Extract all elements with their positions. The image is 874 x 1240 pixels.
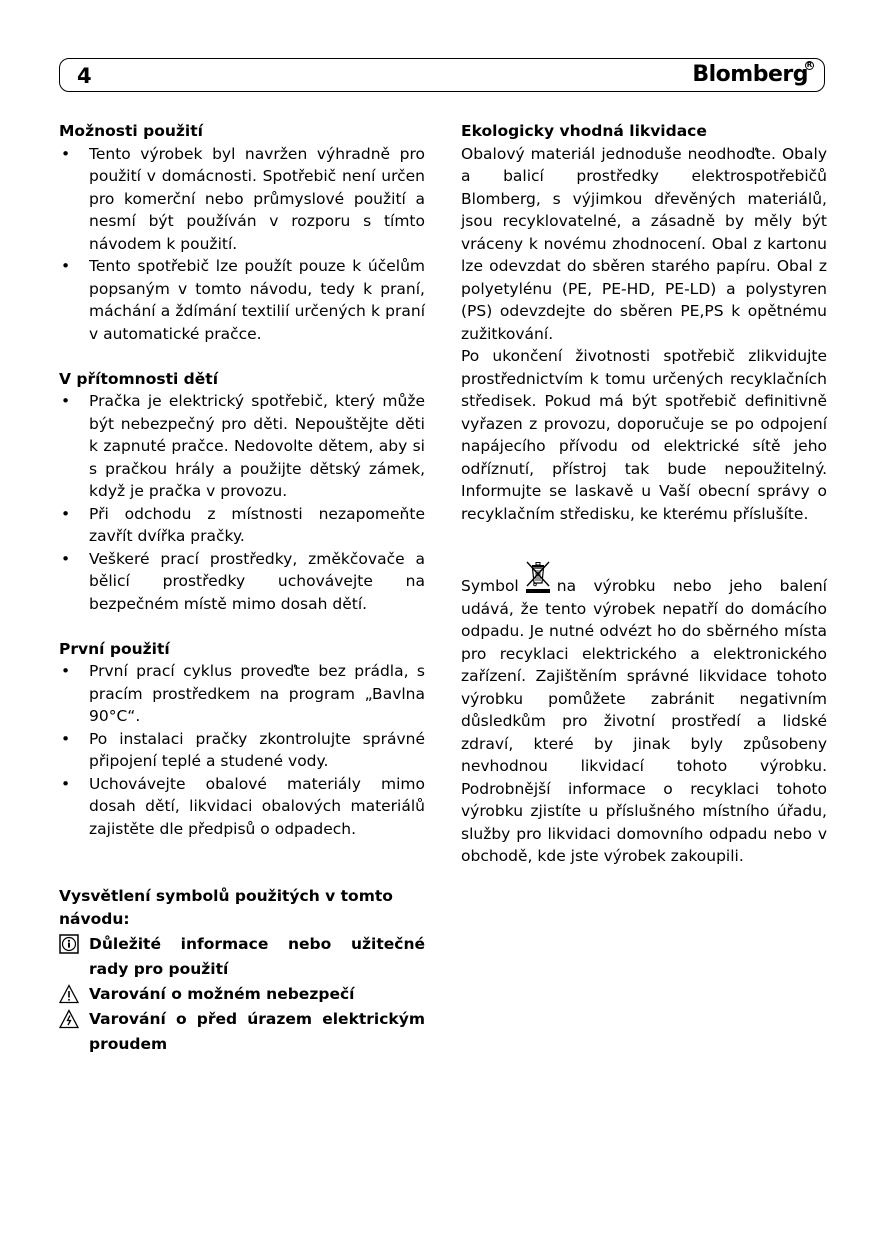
warning-icon <box>59 984 79 1004</box>
crossed-bin-icon <box>523 559 553 595</box>
symbol-warning-text: Varování o možném nebezpečí <box>89 985 355 1003</box>
section-title-disposal: Ekologicky vhodná likvidace <box>461 122 707 140</box>
brand-logo: Blomberg <box>692 62 808 87</box>
list-item: • Tento výrobek byl navržen výhradně pro použití v domácnosti. Spotřebič není určen pro komerční nebo průmyslové použití a nesmí být používán v rozporu s tímto návodem k použití. <box>59 143 425 256</box>
list-item: • Po instalaci pračky zkontrolujte správné připojení teplé a studené vody. <box>59 728 425 773</box>
list-item: • Pračka je elektrický spotřebič, který může být nebezpečný pro děti. Nepouštějte děti k zapnuté pračce. Nedovolte dětem, aby si s pračkou hrály a použijte dětský zámek, když je pračka v provozu. <box>59 390 425 503</box>
list-item: • Při odchodu z místnosti nezapomeňte zavřít dvířka pračky. <box>59 503 425 548</box>
section-symbols <box>59 885 425 1057</box>
symbol-electric-text: Varování o před úrazem elektrickým proudem <box>89 1010 425 1053</box>
symbol-electric-row <box>59 1007 425 1057</box>
section-title-first-use: První použití <box>59 639 170 658</box>
disposal-paragraph-2: Po ukončení životnosti spotřebič zlikvidujte prostřednictvím k tomu určených recyklačních středisek. Pokud má být spotřebič definitivně vyřazen z provozu, doporučuje se po odpojení napájecího přívodu od elektrické sítě jeho odříznutí, přístroj tak bude nepoužitelný. Informujte se laskavě u Vaší obecní správy o recyklačním středisku, ke kterému příslušíte. <box>461 347 827 523</box>
list-item: • Veškeré prací prostředky, změkčovače a bělicí prostředky uchovávejte na bezpečném místě mimo dosah dětí. <box>59 548 425 616</box>
section-title-symbols: Vysvětlení symbolů použitých v tomto návodu: <box>59 887 393 928</box>
page-number: 4 <box>77 64 92 88</box>
registered-mark: R <box>806 61 813 69</box>
section-children <box>59 368 425 616</box>
left-column <box>59 120 425 1057</box>
list-item: • První prací cyklus proveďte bez prádla, s pracím prostředkem na program „Bavlna 90°C“. <box>59 660 425 728</box>
section-title-children: V přítomnosti dětí <box>59 369 219 388</box>
section-first-use <box>59 638 425 841</box>
disposal-paragraph-1: Obalový materiál jednoduše neodhoďte. Obaly a balicí prostředky elektrospotřebičů Blomberg, s výjimkou dřevěných materiálů, jsou recyklovatelné, a zásadně by měly být vráceny k novému zhodnocení. Obal z kartonu lze odevzdat do sběren starého papíru. Obal z polyetylénu (PE, PE-HD, PE-LD) a polystyren (PS) odevzdejte do sběren PE,PS k opětnému zužitkování. <box>461 144 827 343</box>
symbol-word: Symbol <box>461 577 519 595</box>
list-item: • Tento spotřebič lze použít pouze k účelům popsaným v tomto návodu, tedy k praní, máchání a ždímání textilií určených k praní v automatické pračce. <box>59 255 425 345</box>
list-item: • Uchovávejte obalové materiály mimo dosah dětí, likvidaci obalových materiálů zajistěte dle předpisů o odpadech. <box>59 773 425 841</box>
symbol-info-text: Důležité informace nebo užitečné rady pro použití <box>89 935 425 978</box>
symbol-warning-row <box>59 982 425 1007</box>
disposal-paragraph-3 <box>461 559 827 868</box>
page-header <box>59 58 825 92</box>
symbol-info-row <box>59 932 425 982</box>
right-column <box>461 120 827 868</box>
section-usage <box>59 120 425 345</box>
electric-warning-icon <box>59 1009 79 1029</box>
symbol-description: na výrobku nebo jeho balení udává, že tento výrobek nepatří do domácího odpadu. Je nutné odvézt ho do sběrného místa pro recyklaci elektrického a elektronického zařízení. Zajištěním správné likvidace tohoto výrobku pomůžete zabránit negativním důsledkům pro životní prostředí a lidské zdraví, které by jinak byly způsobeny nevhodnou likvidací tohoto výrobku. Podrobnější informace o recyklaci tohoto výrobku zjistíte u příslušného místního úřadu, služby pro likvidaci domovního odpadu nebo v obchodě, kde jste výrobek zakoupili. <box>461 577 827 865</box>
section-title-usage: Možnosti použití <box>59 122 203 140</box>
info-icon <box>59 934 79 954</box>
